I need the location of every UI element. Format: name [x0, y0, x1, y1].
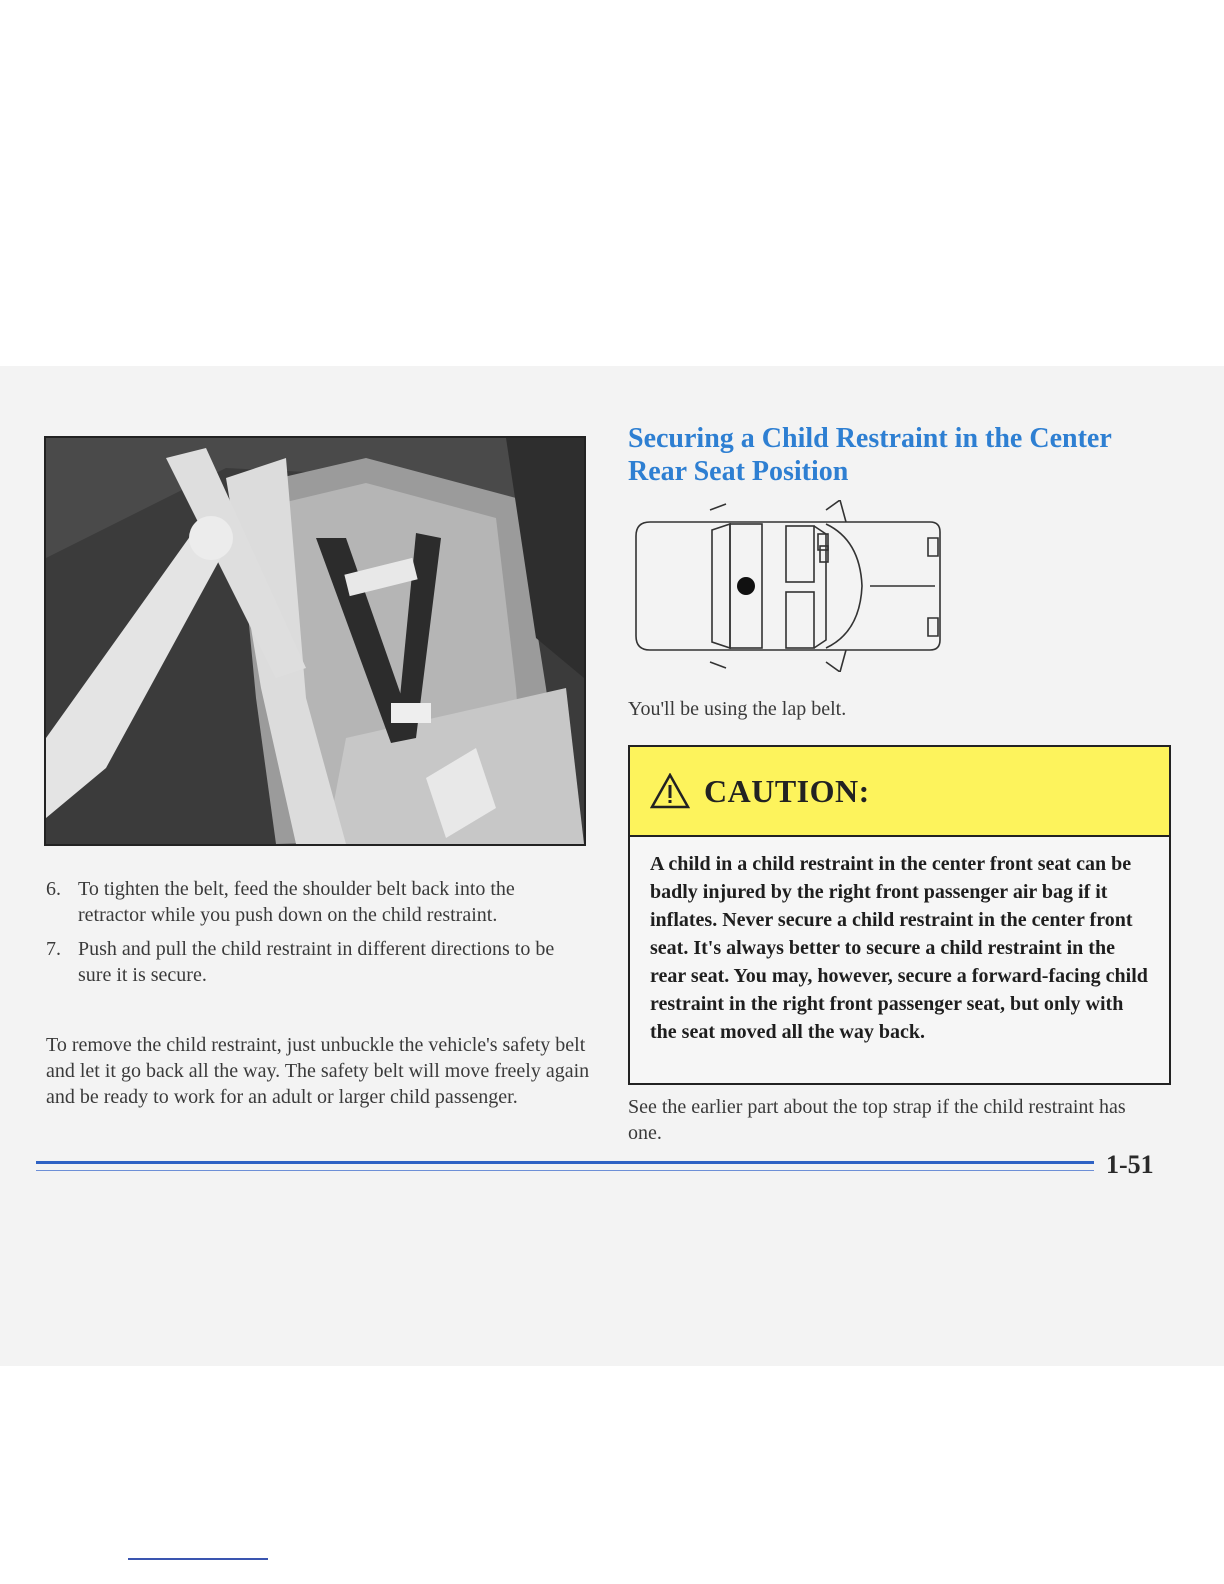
child-restraint-illustration	[44, 436, 586, 846]
caution-box	[628, 745, 1171, 1085]
caution-title: CAUTION:	[704, 772, 870, 809]
page-number: 1-51	[1106, 1150, 1154, 1179]
lap-belt-note: You'll be using the lap belt.	[628, 698, 847, 720]
list-item	[46, 936, 586, 988]
footer-rule	[36, 1161, 1094, 1164]
bottom-link-line	[128, 1558, 268, 1560]
list-item	[46, 876, 586, 928]
caution-text: A child in a child restraint in the center front seat can be badly injured by the right front passenger air bag if it inflates. Never secure a child restraint in the center front seat. It's always better to secure a child restraint in the rear seat. You may, however, secure a forward-facing child restraint in the right front passenger seat, but only with the seat moved all the way back.	[650, 853, 1148, 1043]
step-list	[46, 876, 586, 996]
remove-restraint-paragraph: To remove the child restraint, just unbuckle the vehicle's safety belt and let it go back all the way. The safety belt will move freely again and be ready to work for an adult or larger child passenger.	[46, 1034, 590, 1108]
step-text: To tighten the belt, feed the shoulder belt back into the retractor while you push down on the child restraint.	[78, 878, 515, 926]
section-heading: Securing a Child Restraint in the Center Rear Seat Position	[628, 423, 1112, 487]
vehicle-seat-diagram	[630, 500, 960, 672]
footer-rule-thin	[36, 1170, 1094, 1171]
step-number: 7.	[46, 938, 61, 960]
step-number: 6.	[46, 878, 61, 900]
step-text: Push and pull the child restraint in different directions to be sure it is secure.	[78, 938, 555, 986]
warning-triangle-icon	[650, 773, 690, 809]
caution-header	[630, 747, 1169, 837]
top-strap-note: See the earlier part about the top strap if the child restraint has one.	[628, 1096, 1126, 1144]
